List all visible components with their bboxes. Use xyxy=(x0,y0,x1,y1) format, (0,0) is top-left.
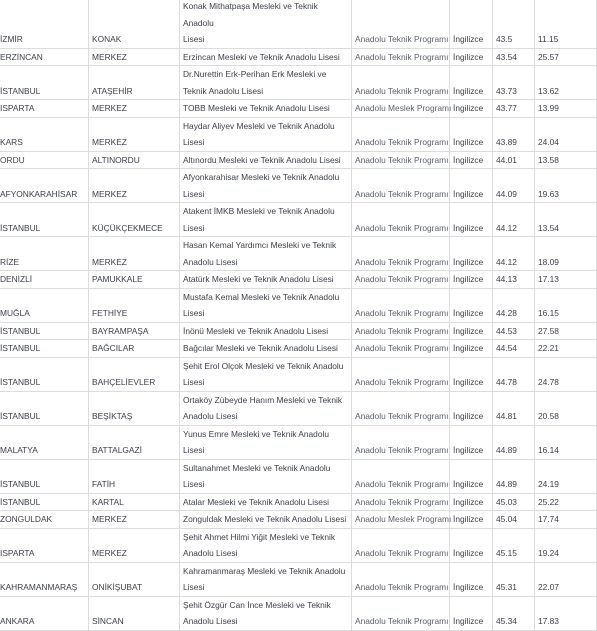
score-cell: 45.04 xyxy=(493,511,535,529)
school-name-line: Anadolu Lisesi xyxy=(183,256,238,267)
school-name-line: Altınordu Mesleki ve Teknik Anadolu Lisesi xyxy=(183,154,341,165)
score-cell: 44.12 xyxy=(493,237,535,271)
table-row xyxy=(0,322,597,340)
score-cell: 44.54 xyxy=(493,340,535,358)
language-cell: İngilizce xyxy=(450,528,493,562)
score-cell: 45.15 xyxy=(493,528,535,562)
rank-cell: 27.58 xyxy=(535,322,597,340)
language-cell: İngilizce xyxy=(450,322,493,340)
school-name-line: Anadolu Lisesi xyxy=(183,411,238,421)
program-cell: Anadolu Teknik Programı xyxy=(352,562,450,596)
score-cell: 45.31 xyxy=(493,562,535,596)
city-cell: ANKARA xyxy=(0,596,89,630)
district-cell: FATİH xyxy=(89,459,180,493)
school-name-line: Anadolu Lisesi xyxy=(183,548,238,558)
city-cell: İSTANBUL xyxy=(0,340,89,358)
school-name-line: Dr.Nurettin Erk-Perihan Erk Mesleki ve xyxy=(183,69,327,79)
language-cell: İngilizce xyxy=(450,48,493,66)
rank-cell: 24.78 xyxy=(535,357,597,391)
score-cell: 44.81 xyxy=(493,391,535,425)
school-name-line: Haydar Aliyev Mesleki ve Teknik Anadolu xyxy=(183,120,335,131)
language-cell: İngilizce xyxy=(450,357,493,391)
school-name-cell xyxy=(180,151,352,169)
school-name-line: Bağcılar Mesleki ve Teknik Anadolu Lisesi xyxy=(183,343,338,353)
table-row xyxy=(0,271,597,289)
city-cell: ZONGULDAK xyxy=(0,511,89,529)
city-cell: İSTANBUL xyxy=(0,66,89,100)
table-row xyxy=(0,48,597,66)
rank-cell: 16.14 xyxy=(535,425,597,459)
city-cell: MALATYA xyxy=(0,425,89,459)
city-cell: AFYONKARAHİSAR xyxy=(0,169,89,203)
program-cell: Anadolu Teknik Programı xyxy=(352,271,450,289)
table-row xyxy=(0,357,597,391)
city-cell: İSTANBUL xyxy=(0,357,89,391)
rank-cell: 13.54 xyxy=(535,203,597,237)
rank-cell: 13.62 xyxy=(535,66,597,100)
city-cell: MUĞLA xyxy=(0,288,89,322)
school-name-line: Kahramanmaraş Mesleki ve Teknik Anadolu xyxy=(183,565,346,576)
language-cell: İngilizce xyxy=(450,151,493,169)
rank-cell: 17.83 xyxy=(535,596,597,630)
program-cell: Anadolu Teknik Programı xyxy=(352,425,450,459)
rank-cell: 19.24 xyxy=(535,528,597,562)
school-name-cell xyxy=(180,66,352,100)
table-row xyxy=(0,596,597,630)
school-name-cell xyxy=(180,117,352,151)
program-cell: Anadolu Meslek Programı xyxy=(352,511,450,529)
school-name-line: Anadolu Lisesi xyxy=(183,616,238,626)
school-name-line: Şehit Erol Olçok Mesleki ve Teknik Anadolu xyxy=(183,360,344,371)
school-name-line: Ortaköy Zübeyde Hanım Mesleki ve Teknik xyxy=(183,394,343,405)
program-cell: Anadolu Teknik Programı xyxy=(352,203,450,237)
table-row xyxy=(0,562,597,596)
city-cell: ISPARTA xyxy=(0,100,89,118)
program-cell: Anadolu Teknik Programı xyxy=(352,237,450,271)
program-cell: Anadolu Teknik Programı xyxy=(352,66,450,100)
district-cell: FETHİYE xyxy=(89,288,180,322)
table-row xyxy=(0,511,597,529)
school-name-line: Hasan Kemal Yardımcı Mesleki ve Teknik xyxy=(183,240,337,250)
city-cell: İSTANBUL xyxy=(0,459,89,493)
score-cell: 43.73 xyxy=(493,66,535,100)
district-cell: BAĞCILAR xyxy=(89,340,180,358)
school-name-line: Mustafa Kemal Mesleki ve Teknik Anadolu xyxy=(183,291,340,302)
school-name-line: Sultanahmet Mesleki ve Teknik Anadolu xyxy=(183,462,331,473)
city-cell: İZMİR xyxy=(0,0,89,48)
school-name-line: Atalar Mesleki ve Teknik Anadolu Lisesi xyxy=(183,496,330,507)
language-cell: İngilizce xyxy=(450,459,493,493)
district-cell: ATAŞEHİR xyxy=(89,66,180,100)
school-name-cell xyxy=(180,203,352,237)
district-cell: ALTINORDU xyxy=(89,151,180,169)
score-cell: 43.77 xyxy=(493,100,535,118)
city-cell: KAHRAMANMARAŞ xyxy=(0,562,89,596)
rank-cell: 25.22 xyxy=(535,493,597,511)
district-cell: PAMUKKALE xyxy=(89,271,180,289)
school-name-line: Lisesi xyxy=(183,222,205,233)
table-row xyxy=(0,66,597,100)
school-name-line: Lisesi xyxy=(183,479,205,489)
school-name-cell xyxy=(180,48,352,66)
rank-cell: 17.13 xyxy=(535,271,597,289)
language-cell: İngilizce xyxy=(450,511,493,529)
district-cell: MERKEZ xyxy=(89,237,180,271)
school-name-line: Atakent İMKB Mesleki ve Teknik Anadolu xyxy=(183,206,335,216)
school-name-line: Lisesi xyxy=(183,137,205,147)
school-name-line: Şehit Özgür Can İnce Mesleki ve Teknik xyxy=(183,599,331,610)
district-cell: BAHÇELİEVLER xyxy=(89,357,180,391)
school-name-line: Atatürk Mesleki ve Teknik Anadolu Lisesi xyxy=(183,274,334,284)
school-name-line: Erzincan Mesleki ve Teknik Anadolu Lisesi xyxy=(183,51,340,62)
school-name-line: TOBB Mesleki ve Teknik Anadolu Lisesi xyxy=(183,103,330,113)
program-cell: Anadolu Teknik Programı xyxy=(352,391,450,425)
school-name-line: İnönü Mesleki ve Teknik Anadolu Lisesi xyxy=(183,325,329,336)
school-name-line: Afyonkarahisar Mesleki ve Teknik Anadolu xyxy=(183,172,340,182)
school-name-line: Zonguldak Mesleki ve Teknik Anadolu Lisesi xyxy=(183,514,347,524)
program-cell: Anadolu Teknik Programı xyxy=(352,340,450,358)
city-cell: ISPARTA xyxy=(0,528,89,562)
school-name-line: Lisesi xyxy=(183,445,205,455)
school-name-cell xyxy=(180,288,352,322)
program-cell: Anadolu Teknik Programı xyxy=(352,48,450,66)
language-cell: İngilizce xyxy=(450,169,493,203)
district-cell: MERKEZ xyxy=(89,117,180,151)
score-cell: 44.28 xyxy=(493,288,535,322)
school-name-cell xyxy=(180,237,352,271)
table-row xyxy=(0,391,597,425)
school-name-cell xyxy=(180,425,352,459)
program-cell: Anadolu Teknik Programı xyxy=(352,528,450,562)
program-cell: Anadolu Teknik Programı xyxy=(352,596,450,630)
score-cell: 43.54 xyxy=(493,48,535,66)
rank-cell: 22.21 xyxy=(535,340,597,358)
table-row xyxy=(0,237,597,271)
district-cell: MERKEZ xyxy=(89,48,180,66)
language-cell: İngilizce xyxy=(450,596,493,630)
school-name-line: Lisesi xyxy=(183,308,205,318)
city-cell: İSTANBUL xyxy=(0,493,89,511)
rank-cell: 13.99 xyxy=(535,100,597,118)
language-cell: İngilizce xyxy=(450,288,493,322)
school-name-cell xyxy=(180,322,352,340)
program-cell: Anadolu Meslek Programı xyxy=(352,100,450,118)
school-name-cell xyxy=(180,0,352,48)
school-name-cell xyxy=(180,528,352,562)
score-cell: 43.89 xyxy=(493,117,535,151)
program-cell: Anadolu Teknik Programı xyxy=(352,169,450,203)
district-cell: SİNCAN xyxy=(89,596,180,630)
table-row xyxy=(0,151,597,169)
school-name-line: Lisesi xyxy=(183,34,205,44)
rank-cell: 24.04 xyxy=(535,117,597,151)
school-name-cell xyxy=(180,493,352,511)
district-cell: BATTALGAZİ xyxy=(89,425,180,459)
score-cell: 45.03 xyxy=(493,493,535,511)
school-name-cell xyxy=(180,459,352,493)
school-name-line: Konak Mithatpaşa Mesleki ve Teknik Anadolu xyxy=(183,1,318,28)
score-cell: 44.78 xyxy=(493,357,535,391)
table-row xyxy=(0,203,597,237)
program-cell: Anadolu Teknik Programı xyxy=(352,493,450,511)
district-cell: MERKEZ xyxy=(89,528,180,562)
rank-cell: 19.63 xyxy=(535,169,597,203)
program-cell: Anadolu Teknik Programı xyxy=(352,117,450,151)
rank-cell: 20.58 xyxy=(535,391,597,425)
district-cell: MERKEZ xyxy=(89,511,180,529)
table-row xyxy=(0,340,597,358)
school-name-cell xyxy=(180,340,352,358)
school-name-cell xyxy=(180,562,352,596)
school-name-cell xyxy=(180,596,352,630)
school-name-cell xyxy=(180,169,352,203)
score-cell: 44.13 xyxy=(493,271,535,289)
school-name-cell xyxy=(180,271,352,289)
school-name-line: Teknik Anadolu Lisesi xyxy=(183,85,264,96)
table-row xyxy=(0,0,597,48)
program-cell: Anadolu Teknik Programı xyxy=(352,459,450,493)
rank-cell: 24.19 xyxy=(535,459,597,493)
score-cell: 44.53 xyxy=(493,322,535,340)
table-row xyxy=(0,528,597,562)
score-cell: 44.12 xyxy=(493,203,535,237)
table-row xyxy=(0,117,597,151)
city-cell: İSTANBUL xyxy=(0,322,89,340)
district-cell: MERKEZ xyxy=(89,100,180,118)
city-cell: ERZİNCAN xyxy=(0,48,89,66)
language-cell: İngilizce xyxy=(450,562,493,596)
district-cell: MERKEZ xyxy=(89,169,180,203)
language-cell: İngilizce xyxy=(450,391,493,425)
district-cell: KONAK xyxy=(89,0,180,48)
rank-cell: 11.15 xyxy=(535,0,597,48)
rank-cell: 16.15 xyxy=(535,288,597,322)
language-cell: İngilizce xyxy=(450,425,493,459)
program-cell: Anadolu Teknik Programı xyxy=(352,322,450,340)
school-name-line: Lisesi xyxy=(183,188,205,199)
table-row xyxy=(0,169,597,203)
table-row xyxy=(0,425,597,459)
table-row xyxy=(0,100,597,118)
language-cell: İngilizce xyxy=(450,203,493,237)
city-cell: ORDU xyxy=(0,151,89,169)
rank-cell: 25.57 xyxy=(535,48,597,66)
rank-cell: 13.58 xyxy=(535,151,597,169)
language-cell: İngilizce xyxy=(450,117,493,151)
district-cell: BAYRAMPAŞA xyxy=(89,322,180,340)
score-cell: 44.89 xyxy=(493,459,535,493)
school-name-line: Yunus Emre Mesleki ve Teknik Anadolu xyxy=(183,428,330,439)
school-name-cell xyxy=(180,391,352,425)
city-cell: DENİZLİ xyxy=(0,271,89,289)
rank-cell: 17.74 xyxy=(535,511,597,529)
language-cell: İngilizce xyxy=(450,66,493,100)
table-row xyxy=(0,459,597,493)
rank-cell: 22.07 xyxy=(535,562,597,596)
city-cell: İSTANBUL xyxy=(0,391,89,425)
program-cell: Anadolu Teknik Programı xyxy=(352,288,450,322)
district-cell: KÜÇÜKÇEKMECE xyxy=(89,203,180,237)
language-cell: İngilizce xyxy=(450,340,493,358)
city-cell: İSTANBUL xyxy=(0,203,89,237)
table-row xyxy=(0,288,597,322)
score-cell: 44.01 xyxy=(493,151,535,169)
language-cell: İngilizce xyxy=(450,237,493,271)
district-cell: KARTAL xyxy=(89,493,180,511)
school-name-cell xyxy=(180,100,352,118)
program-cell: Anadolu Teknik Programı xyxy=(352,151,450,169)
table-row xyxy=(0,493,597,511)
language-cell: İngilizce xyxy=(450,100,493,118)
program-cell: Anadolu Teknik Programı xyxy=(352,0,450,48)
school-name-cell xyxy=(180,511,352,529)
language-cell: İngilizce xyxy=(450,271,493,289)
district-cell: BEŞİKTAŞ xyxy=(89,391,180,425)
city-cell: KARS xyxy=(0,117,89,151)
school-name-cell xyxy=(180,357,352,391)
score-cell: 44.09 xyxy=(493,169,535,203)
score-cell: 43.5 xyxy=(493,0,535,48)
school-name-line: Lisesi xyxy=(183,582,205,592)
school-name-line: Lisesi xyxy=(183,377,205,387)
program-cell: Anadolu Teknik Programı xyxy=(352,357,450,391)
district-cell: ONİKİŞUBAT xyxy=(89,562,180,596)
language-cell: İngilizce xyxy=(450,0,493,48)
rank-cell: 18.09 xyxy=(535,237,597,271)
language-cell: İngilizce xyxy=(450,493,493,511)
city-cell: RİZE xyxy=(0,237,89,271)
school-name-line: Şehit Ahmet Hilmi Yiğit Mesleki ve Teknik xyxy=(183,531,336,542)
score-cell: 44.89 xyxy=(493,425,535,459)
score-cell: 45.34 xyxy=(493,596,535,630)
